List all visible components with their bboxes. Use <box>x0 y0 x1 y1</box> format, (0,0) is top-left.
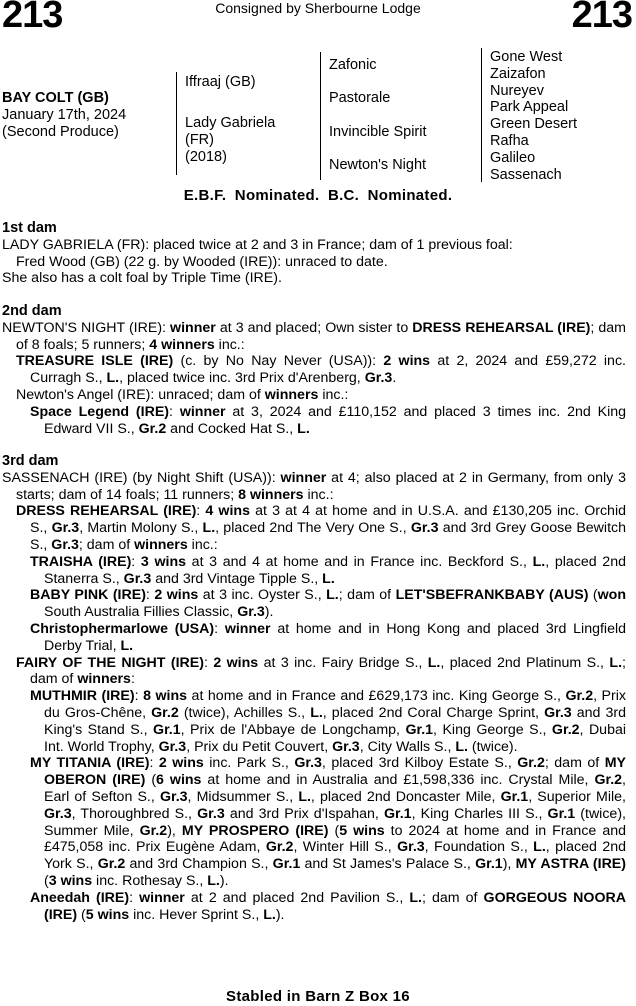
second-dam-heading: 2nd dam <box>2 303 62 319</box>
consignor-line: Consigned by Sherbourne Lodge <box>215 0 421 16</box>
horse-details <box>2 90 126 141</box>
first-dam-note: She also has a colt foal by Triple Time (IRE). <box>2 270 282 287</box>
second-dam-section <box>2 303 626 437</box>
christophermarlowe: Christophermarlowe (USA): winner at home and in Hong Kong and placed 3rd Lingfield Derby Trial, L. <box>30 620 626 654</box>
third-dam-section <box>2 453 626 923</box>
baby-pink: BABY PINK (IRE): 2 wins at 3 inc. Oyster S., L.; dam of LET'SBEFRANKBABY (AUS) (won South Australia Fillies Classic, Gr.3). <box>30 587 627 621</box>
pedigree-bracket-3 <box>481 48 482 182</box>
my-titania: MY TITANIA (IRE): 2 wins inc. Park S., Gr.3, placed 3rd Kilboy Estate S., Gr.2; dam of MY OBERON (IRE) (6 wins at home and in Australia and £1,598,336 inc. Crystal Mile, Gr.2, Earl of Sefton S., Gr.3, Midsummer S., L., placed 2nd Doncaster Mile, Gr.1, Superior Mile, Gr.3, Thoroughbred S., Gr.3 and 3rd Prix d'Ispahan, Gr.1, King Charles III S., Gr.1 (twice), Summer Mile, Gr.2), MY PROSPERO (IRE) (5 wins to 2024 at home and in France and £475,058 inc. Prix Eugène Adam, Gr.2, Winter Hill S., Gr.3, Foundation S., L., placed 2nd York S., Gr.2 and 3rd Champion S., Gr.1 and St James's Palace S., Gr.1), MY ASTRA (IRE) (3 wins inc. Rothesay S., L.). <box>30 755 627 889</box>
treasure-isle: TREASURE ISLE (IRE) (c. by No Nay Never (USA)): 2 wins at 2, 2024 and £59,272 inc. Curragh S., L., placed twice inc. 3rd Prix d'Arenberg, Gr.3. <box>16 353 626 387</box>
third-dam-text: SASSENACH (IRE) (by Night Shift (USA)): winner at 4; also placed at 2 in Germany, from only 3 starts; dam of 14 foals; 11 runners; 8 winners inc.: <box>2 469 626 503</box>
fairy-of-the-night: FAIRY OF THE NIGHT (IRE): 2 wins at 3 inc. Fairy Bridge S., L., placed 2nd Platinum S., L.; dam of winners: <box>16 654 626 688</box>
horse-produce: (Second Produce) <box>2 124 119 140</box>
muthmir: MUTHMIR (IRE): 8 wins at home and in France and £629,173 inc. King George S., Gr.2, Prix du Gros-Chêne, Gr.2 (twice), Achilles S., L., placed 2nd Coral Charge Sprint, Gr.3 and 3rd King's Stand S., Gr.1, Prix de l'Abbaye de Longchamp, Gr.1, King George S., Gr.2, Dubai Int. World Trophy, Gr.3, Prix du Petit Couvert, Gr.3, City Walls S., L. (twice). <box>30 688 627 755</box>
third-dam-heading: 3rd dam <box>2 453 59 469</box>
pedigree-gen3-3: Newton's Night <box>329 157 427 173</box>
pedigree-dam: Lady Gabriela (FR) (2018) <box>185 115 276 165</box>
horse-name: BAY COLT (GB) <box>2 90 109 106</box>
pedigree-sire: Iffraaj (GB) <box>185 74 256 90</box>
first-dam-foal: Fred Wood (GB) (22 g. by Wooded (IRE)): unraced to date. <box>16 253 388 270</box>
second-dam-text: NEWTON'S NIGHT (IRE): winner at 3 and placed; Own sister to DRESS REHEARSAL (IRE); dam of 8 foals; 5 runners; 4 winners inc.: <box>2 319 626 353</box>
pedigree-bracket-2 <box>320 52 321 180</box>
dress-rehearsal: DRESS REHEARSAL (IRE): 4 wins at 3 at 4 at home and in U.S.A. and £130,205 inc. Orchid S., Gr.3, Martin Molony S., L., placed 2nd The Very One S., Gr.3 and 3rd Grey Goose Bewitch S., Gr.3; dam of winners inc.: <box>16 503 626 553</box>
pedigree-bracket-1 <box>176 72 177 175</box>
nominations: E.B.F. Nominated. B.C. Nominated. <box>183 187 453 204</box>
pedigree-gen4: Gone West Zaizafon Nureyev Park Appeal Green Desert Rafha Galileo Sassenach <box>490 49 578 183</box>
pedigree-gen3-0: Zafonic <box>329 57 377 73</box>
traisha: TRAISHA (IRE): 3 wins at 3 and 4 at home and in France inc. Beckford S., L., placed 2nd Stanerra S., Gr.3 and 3rd Vintage Tipple S., L. <box>30 553 626 587</box>
first-dam-section <box>2 220 626 287</box>
space-legend: Space Legend (IRE): winner at 3, 2024 and £110,152 and placed 3 times inc. 2nd King Edward VII S., Gr.2 and Cocked Hat S., L. <box>30 403 627 437</box>
pedigree-gen3-2: Invincible Spirit <box>329 124 427 140</box>
newtons-angel: Newton's Angel (IRE): unraced; dam of winners inc.: <box>16 386 349 403</box>
horse-foaled: January 17th, 2024 <box>2 107 127 123</box>
first-dam-text: LADY GABRIELA (FR): placed twice at 2 and 3 in France; dam of 1 previous foal: <box>2 236 513 253</box>
pedigree-gen3-1: Pastorale <box>329 90 391 106</box>
lot-number-right: 213 <box>571 0 632 36</box>
first-dam-heading: 1st dam <box>2 220 57 236</box>
stabling-footer: Stabled in Barn Z Box 16 <box>226 988 410 1005</box>
lot-number-left: 213 <box>2 0 63 36</box>
aneedah: Aneedah (IRE): winner at 2 and placed 2nd Pavilion S., L.; dam of GORGEOUS NOORA (IRE) (5 wins inc. Hever Sprint S., L.). <box>30 889 626 923</box>
